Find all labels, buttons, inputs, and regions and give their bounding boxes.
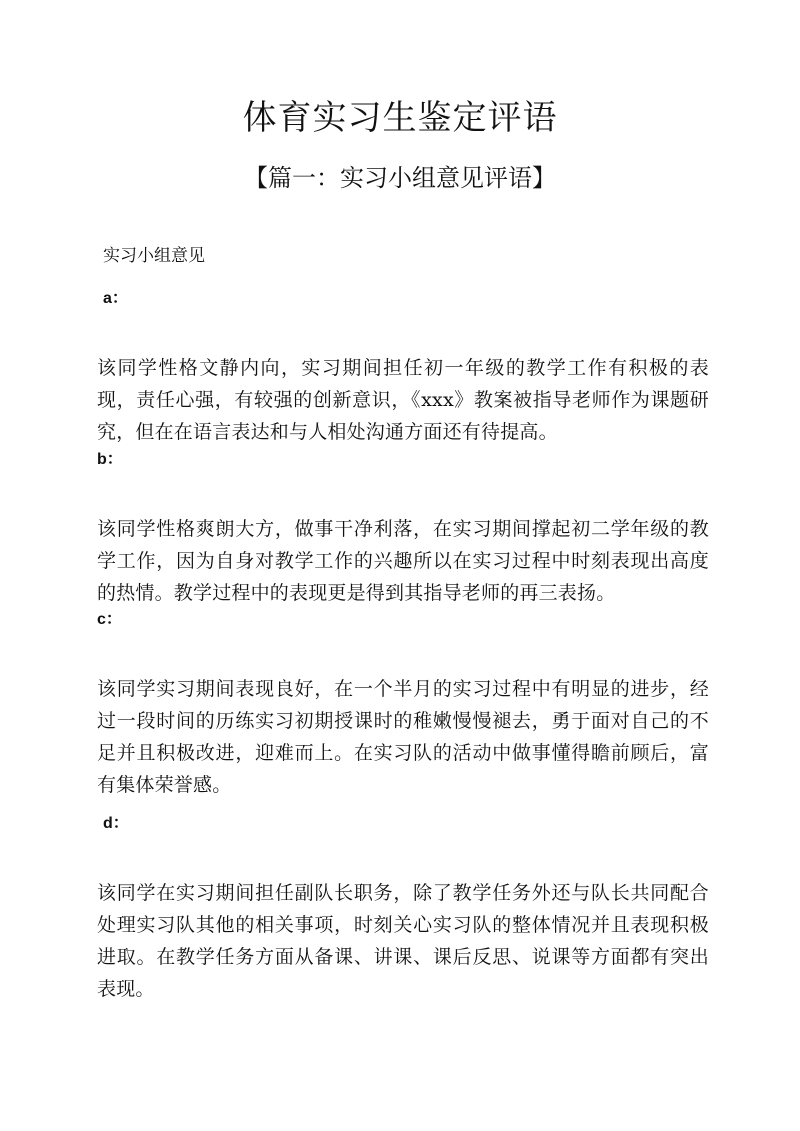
item-label-b: b： [97,451,123,468]
item-paragraph-d: 该同学在实习期间担任副队长职务，除了教学任务外还与队长共同配合处理实习队其他的相关事项，时刻关心实习队的整体情况并且表现积极进取。在教学任务方面从备课、讲课、课后反思、说课等方面都有突出表现。 [97,882,709,1000]
document-subtitle: 【篇一：实习小组意见评语】 [244,164,556,192]
item-label-a: a： [103,290,128,307]
document-title: 体育实习生鉴定评语 [242,98,558,138]
item-paragraph-a: 该同学性格文静内向，实习期间担任初一年级的教学工作有积极的表现，责任心强，有较强的创新意识，《xxx》教案被指导老师作为课题研究，但在在语言表达和与人相处沟通方面还有待提高。 [97,357,709,443]
item-paragraph-c: 该同学实习期间表现良好，在一个半月的实习过程中有明显的进步，经过一段时间的历练实习初期授课时的稚嫩慢慢褪去，勇于面对自己的不足并且积极改进，迎难而上。在实习队的活动中做事懂得瞻前顾后，富有集体荣誉感。 [97,678,709,796]
item-label-c: c： [97,611,122,628]
item-paragraph-b: 该同学性格爽朗大方，做事干净利落，在实习期间撑起初二学年级的教学工作，因为自身对教学工作的兴趣所以在实习过程中时刻表现出高度的热情。教学过程中的表现更是得到其指导老师的再三表扬。 [97,518,709,604]
section-label: 实习小组意见 [103,246,205,266]
item-label-d: d： [103,815,129,832]
